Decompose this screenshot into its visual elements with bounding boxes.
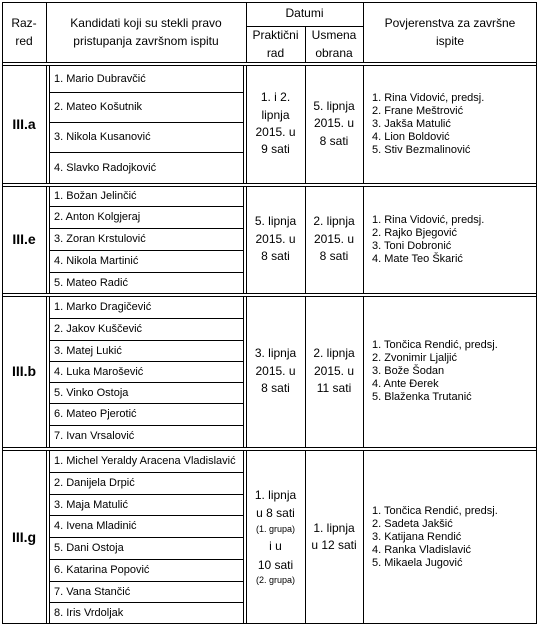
candidate-row-line: [49, 250, 243, 251]
usmena-obrana-date: 1. lipnja u 12 sati: [311, 520, 357, 552]
candidate-name: 2. Mateo Košutnik: [54, 101, 143, 113]
candidate-name: 1. Mario Dubravčić: [54, 73, 146, 85]
group-separator: [2, 293, 537, 294]
group-separator: [2, 183, 537, 184]
candidate-row-line: [49, 340, 243, 341]
commission-member: 2. Zvonimir Ljaljić: [372, 352, 457, 364]
usmena-obrana-date: 2. lipnja 2015. u 11 sati: [313, 346, 355, 396]
col-line: [243, 186, 244, 293]
candidate-row-line: [49, 581, 243, 582]
col-line: [46, 296, 47, 447]
commission-member: 1. Tončica Rendić, predsj.: [372, 505, 498, 517]
commission-member: 4. Mate Teo Škarić: [372, 253, 463, 265]
header-col-line: [305, 26, 306, 63]
header-usmena-obrana: Usmena obrana: [311, 28, 357, 60]
candidate-name: 6. Katarina Popović: [54, 564, 150, 576]
col-line: [46, 65, 47, 183]
candidate-row-line: [49, 382, 243, 383]
usmena-obrana-date: 5. lipnja 2015. u 8 sati: [313, 98, 355, 148]
usmena-obrana-date: 2. lipnja 2015. u 8 sati: [313, 214, 355, 264]
col-line: [46, 186, 47, 293]
candidate-row-line: [49, 537, 243, 538]
commission-member: 4. Ranka Vladislavić: [372, 544, 472, 556]
candidate-row-line: [49, 122, 243, 123]
commission-member: 3. Bože Šodan: [372, 365, 445, 377]
commission-member: 3. Jakša Matulić: [372, 118, 451, 130]
candidate-name: 6. Mateo Pjerotić: [54, 408, 137, 420]
col-line: [49, 186, 50, 293]
candidate-name: 3. Nikola Kusanović: [54, 131, 151, 143]
candidate-name: 2. Jakov Kuščević: [54, 323, 143, 335]
col-line: [363, 65, 364, 183]
candidate-name: 5. Mateo Radić: [54, 277, 128, 289]
header-col-line: [363, 2, 364, 63]
col-line: [363, 186, 364, 293]
candidate-row-line: [49, 206, 243, 207]
commission-member: 2. Frane Meštrović: [372, 105, 464, 117]
prakticni-rad-line: 10 sati: [257, 557, 294, 572]
commission-member: 5. Blaženka Trutanić: [372, 391, 472, 403]
commission-member: 1. Rina Vidović, predsj.: [372, 214, 485, 226]
commission-member: 4. Ante Đerek: [372, 378, 439, 390]
razred-label: III.e: [12, 231, 36, 248]
commission-member: 4. Lion Boldović: [372, 131, 450, 143]
candidate-row-line: [49, 494, 243, 495]
commission-member: 3. Katijana Rendić: [372, 531, 462, 543]
candidate-name: 5. Dani Ostoja: [54, 542, 124, 554]
candidate-row-line: [49, 472, 243, 473]
candidate-row-line: [49, 92, 243, 93]
candidate-name: 8. Iris Vrdoljak: [54, 607, 124, 619]
prakticni-rad-date: 1. i 2. lipnja 2015. u 9 sati: [255, 90, 296, 157]
candidate-name: 1. Michel Yeraldy Aracena Vladislavić: [54, 455, 236, 467]
candidate-row-line: [49, 403, 243, 404]
col-line: [363, 296, 364, 447]
candidate-row-line: [49, 152, 243, 153]
candidate-name: 1. Marko Dragičević: [54, 301, 152, 313]
prakticni-rad-date: 3. lipnja 2015. u 8 sati: [254, 346, 297, 396]
prakticni-rad-line: (1. grupa): [255, 524, 296, 535]
candidate-name: 7. Vana Stančić: [54, 586, 131, 598]
razred-label: III.a: [12, 115, 36, 132]
candidate-name: 3. Maja Matulić: [54, 499, 128, 511]
group-separator: [2, 62, 537, 63]
candidate-name: 7. Ivan Vrsalović: [54, 430, 135, 442]
header-datumi: Datumi: [285, 6, 324, 21]
candidate-name: 4. Luka Marošević: [54, 366, 144, 378]
prakticni-rad-line: 1. lipnja: [254, 487, 297, 502]
candidate-row-line: [49, 602, 243, 603]
commission-member: 5. Stiv Bezmalinović: [372, 144, 471, 156]
candidate-row-line: [49, 272, 243, 273]
col-line: [363, 450, 364, 624]
group-separator: [2, 447, 537, 448]
header-razred: Raz- red: [11, 16, 37, 48]
candidate-name: 3. Zoran Krstulović: [54, 233, 146, 245]
header-prakticni-rad: Praktični rad: [252, 28, 299, 60]
candidate-name: 3. Matej Lukić: [54, 345, 122, 357]
prakticni-rad-line: u 8 sati: [256, 506, 295, 521]
col-line: [243, 296, 244, 447]
candidate-name: 5. Vinko Ostoja: [54, 387, 129, 399]
prakticni-rad-line: (2. grupa): [255, 575, 296, 586]
col-line: [49, 65, 50, 183]
candidate-row-line: [49, 228, 243, 229]
commission-member: 3. Toni Dobronić: [372, 240, 452, 252]
candidate-row-line: [49, 425, 243, 426]
prakticni-rad-date: 5. lipnja 2015. u 8 sati: [254, 214, 297, 264]
header-col-line: [46, 2, 47, 63]
candidate-name: 4. Ivena Mladinić: [54, 520, 137, 532]
candidate-name: 1. Božan Jelinčić: [54, 190, 137, 202]
candidate-name: 4. Slavko Radojković: [54, 162, 157, 174]
commission-member: 2. Rajko Bjegović: [372, 227, 457, 239]
header-kandidati: Kandidati koji su stekli pravo pristupanja završnom ispitu: [70, 16, 222, 48]
col-line: [46, 450, 47, 624]
razred-label: III.b: [11, 363, 37, 380]
commission-member: 1. Rina Vidović, predsj.: [372, 92, 485, 104]
header-povjerenstva: Povjerenstva za završne ispite: [384, 16, 516, 48]
commission-member: 2. Sadeta Jakšić: [372, 518, 453, 530]
commission-member: 1. Tončica Rendić, predsj.: [372, 339, 498, 351]
header-col-line: [246, 2, 247, 63]
candidate-name: 4. Nikola Martinić: [54, 255, 139, 267]
candidate-name: 2. Anton Kolgjeraj: [54, 211, 141, 223]
col-line: [243, 450, 244, 624]
candidate-row-line: [49, 318, 243, 319]
candidate-name: 2. Danijela Drpić: [54, 477, 135, 489]
candidate-row-line: [49, 559, 243, 560]
candidate-row-line: [49, 515, 243, 516]
candidate-row-line: [49, 361, 243, 362]
prakticni-rad-line: i u: [269, 539, 282, 553]
prakticni-rad-date: [246, 450, 305, 624]
col-line: [243, 65, 244, 183]
razred-label: III.g: [11, 528, 37, 545]
commission-member: 5. Mikaela Jugović: [372, 557, 463, 569]
